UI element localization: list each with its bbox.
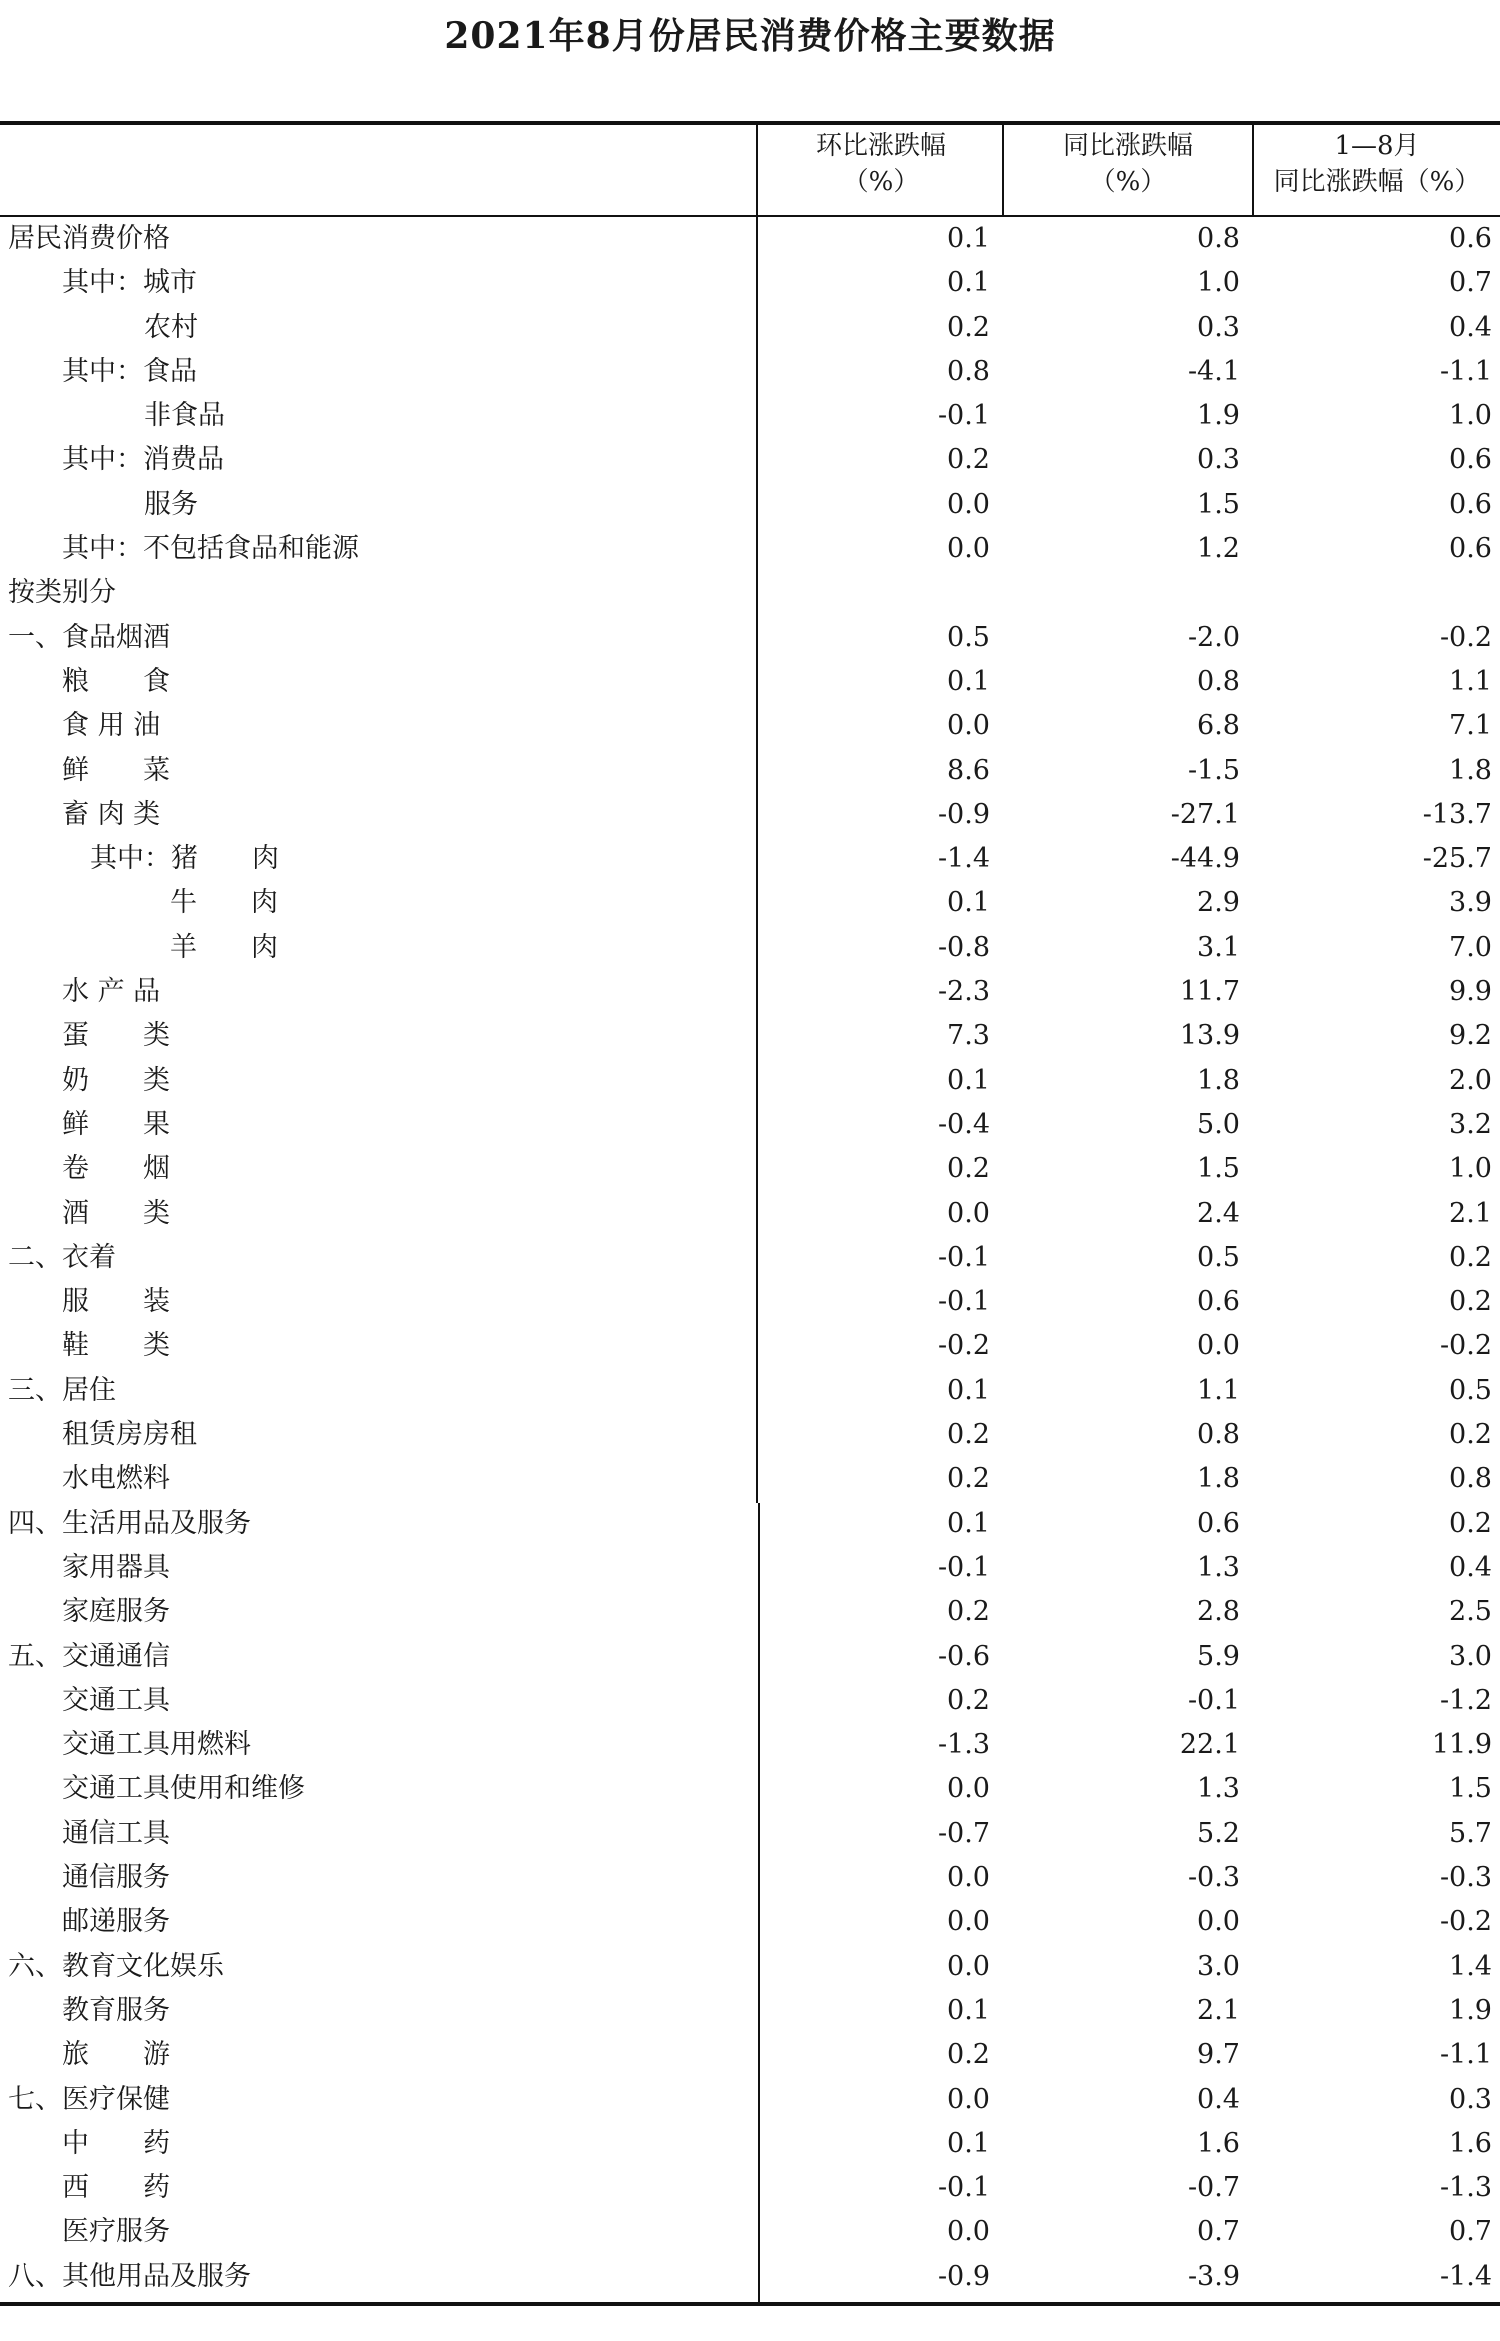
row-label: 西 药 [62, 2172, 170, 2203]
row-label: 旅 游 [62, 2039, 170, 2070]
value-yoy: 1.8 [1197, 1463, 1240, 1494]
row-label: 教育服务 [62, 1995, 170, 2026]
table-row [0, 2033, 1500, 2077]
table-row [0, 1945, 1500, 1989]
value-ytd: 0.6 [1449, 223, 1492, 254]
value-yoy: 3.1 [1197, 932, 1240, 963]
row-label: 牛 肉 [170, 887, 278, 918]
row-label: 蛋 类 [62, 1020, 170, 1051]
value-yoy: -3.9 [1187, 2261, 1240, 2292]
row-label: 按类别分 [8, 577, 116, 608]
value-mom: 0.0 [947, 2084, 990, 2115]
table-row [0, 1502, 1500, 1546]
table-row [0, 881, 1500, 925]
row-label: 五、交通通信 [8, 1641, 170, 1672]
table-row [0, 438, 1500, 482]
table-row [0, 1413, 1500, 1457]
value-yoy: 0.3 [1197, 444, 1240, 475]
value-ytd: 3.9 [1449, 887, 1492, 918]
table-row [0, 306, 1500, 350]
value-yoy: 2.1 [1197, 1995, 1240, 2026]
value-mom: -1.3 [937, 1729, 990, 1760]
value-ytd: 2.1 [1449, 1198, 1492, 1229]
value-mom: 0.1 [947, 2128, 990, 2159]
value-yoy: -4.1 [1187, 356, 1240, 387]
row-label: 通信服务 [62, 1862, 170, 1893]
value-ytd: 0.4 [1449, 1552, 1492, 1583]
value-yoy: 5.9 [1197, 1641, 1240, 1672]
value-ytd: -13.7 [1422, 799, 1492, 830]
table-row [0, 1546, 1500, 1590]
header-yoy-label: 同比涨跌幅 [1062, 131, 1193, 161]
row-label: 邮递服务 [62, 1906, 170, 1937]
row-label: 食 用 油 [62, 710, 161, 741]
row-label: 粮 食 [62, 666, 170, 697]
table-row [0, 2166, 1500, 2210]
row-label: 其中：猪 肉 [90, 843, 279, 874]
table-row [0, 1679, 1500, 1723]
table-row [0, 660, 1500, 704]
row-label: 水电燃料 [62, 1463, 170, 1494]
value-yoy: 0.6 [1197, 1286, 1240, 1317]
table-row [0, 1014, 1500, 1058]
value-ytd: 9.9 [1449, 976, 1492, 1007]
value-mom: -1.4 [937, 843, 990, 874]
table-row [0, 571, 1500, 615]
value-mom: 0.8 [947, 356, 990, 387]
value-yoy: 0.7 [1197, 2216, 1240, 2247]
value-yoy: 2.9 [1197, 887, 1240, 918]
value-mom: 0.2 [947, 2039, 990, 2070]
row-label: 医疗服务 [62, 2216, 170, 2247]
value-mom: 0.1 [947, 1995, 990, 2026]
value-mom: 0.0 [947, 1951, 990, 1982]
row-label: 水 产 品 [62, 976, 161, 1007]
table-row [0, 527, 1500, 571]
value-ytd: 0.2 [1449, 1419, 1492, 1450]
table-row [0, 1590, 1500, 1634]
value-mom: 8.6 [947, 755, 990, 786]
row-label: 四、生活用品及服务 [8, 1508, 251, 1539]
value-yoy: 13.9 [1179, 1020, 1240, 1051]
row-label: 居民消费价格 [8, 223, 170, 254]
value-mom: -0.2 [937, 1330, 990, 1361]
value-mom: 0.0 [947, 2216, 990, 2247]
value-yoy: 9.7 [1197, 2039, 1240, 2070]
row-label: 其中：不包括食品和能源 [62, 533, 359, 564]
value-ytd: 1.6 [1449, 2128, 1492, 2159]
row-label: 其中：城市 [62, 267, 197, 298]
table-row [0, 2210, 1500, 2254]
table-row [0, 970, 1500, 1014]
value-ytd: 3.2 [1449, 1109, 1492, 1140]
table-row [0, 704, 1500, 748]
table-row [0, 1767, 1500, 1811]
value-ytd: 0.4 [1449, 312, 1492, 343]
value-mom: 0.2 [947, 1463, 990, 1494]
value-ytd: 1.8 [1449, 755, 1492, 786]
value-mom: -0.7 [937, 1818, 990, 1849]
row-label: 六、教育文化娱乐 [8, 1951, 224, 1982]
header-yoy-unit: （%） [1089, 167, 1167, 197]
table-row [0, 1059, 1500, 1103]
row-label: 服务 [144, 489, 198, 520]
value-mom: 0.1 [947, 666, 990, 697]
row-label: 家庭服务 [62, 1596, 170, 1627]
value-mom: 0.1 [947, 1375, 990, 1406]
value-ytd: 3.0 [1449, 1641, 1492, 1672]
value-ytd: 1.1 [1449, 666, 1492, 697]
row-label: 酒 类 [62, 1198, 170, 1229]
header-ytd-label: 同比涨跌幅（%） [1273, 167, 1481, 197]
value-ytd: 1.0 [1449, 1153, 1492, 1184]
row-label: 其中：消费品 [62, 444, 224, 475]
value-yoy: 0.4 [1197, 2084, 1240, 2115]
value-yoy: 1.9 [1197, 400, 1240, 431]
value-mom: 0.2 [947, 1685, 990, 1716]
value-ytd: -1.1 [1439, 356, 1492, 387]
value-yoy: -0.3 [1187, 1862, 1240, 1893]
value-mom: -0.1 [937, 2172, 990, 2203]
value-yoy: -27.1 [1170, 799, 1240, 830]
value-yoy: 0.5 [1197, 1242, 1240, 1273]
value-ytd: 1.9 [1449, 1995, 1492, 2026]
value-ytd: -0.2 [1439, 622, 1492, 653]
value-ytd: 0.6 [1449, 533, 1492, 564]
value-mom: -0.1 [937, 1242, 990, 1273]
value-ytd: 0.2 [1449, 1242, 1492, 1273]
row-label: 通信工具 [62, 1818, 170, 1849]
value-ytd: 0.8 [1449, 1463, 1492, 1494]
value-yoy: 3.0 [1197, 1951, 1240, 1982]
header-mom-unit: （%） [842, 167, 920, 197]
table-row [0, 837, 1500, 881]
value-ytd: 0.5 [1449, 1375, 1492, 1406]
value-ytd: 1.0 [1449, 400, 1492, 431]
value-yoy: 1.1 [1197, 1375, 1240, 1406]
value-yoy: 1.6 [1197, 2128, 1240, 2159]
row-label: 一、食品烟酒 [8, 622, 170, 653]
value-mom: -0.9 [937, 799, 990, 830]
table-row [0, 217, 1500, 261]
value-ytd: -25.7 [1422, 843, 1492, 874]
table-row [0, 749, 1500, 793]
table-row [0, 1457, 1500, 1501]
row-label: 鞋 类 [62, 1330, 170, 1361]
value-mom: -0.6 [937, 1641, 990, 1672]
table-bottom-rule [0, 2302, 1500, 2306]
value-yoy: 5.0 [1197, 1109, 1240, 1140]
value-ytd: 11.9 [1431, 1729, 1492, 1760]
value-mom: 0.5 [947, 622, 990, 653]
value-yoy: 1.5 [1197, 489, 1240, 520]
row-label: 农村 [144, 312, 198, 343]
row-label: 服 装 [62, 1286, 170, 1317]
value-yoy: 1.3 [1197, 1552, 1240, 1583]
value-mom: -0.1 [937, 1552, 990, 1583]
table-row [0, 2078, 1500, 2122]
value-yoy: 11.7 [1179, 976, 1240, 1007]
value-yoy: 0.0 [1197, 1906, 1240, 1937]
value-ytd: -0.2 [1439, 1330, 1492, 1361]
value-ytd: 0.2 [1449, 1508, 1492, 1539]
table-row [0, 350, 1500, 394]
value-ytd: -1.3 [1439, 2172, 1492, 2203]
value-ytd: -1.4 [1439, 2261, 1492, 2292]
value-ytd: 2.5 [1449, 1596, 1492, 1627]
value-yoy: 0.0 [1197, 1330, 1240, 1361]
value-yoy: 5.2 [1197, 1818, 1240, 1849]
value-mom: 0.2 [947, 444, 990, 475]
value-mom: -0.9 [937, 2261, 990, 2292]
value-mom: -0.8 [937, 932, 990, 963]
value-ytd: -1.1 [1439, 2039, 1492, 2070]
header-ytd-period: 1—8月 [1334, 131, 1420, 161]
row-label: 三、居住 [8, 1375, 116, 1406]
table-row [0, 1635, 1500, 1679]
value-mom: -2.3 [937, 976, 990, 1007]
table-row [0, 1856, 1500, 1900]
row-label: 卷 烟 [62, 1153, 170, 1184]
value-yoy: 0.8 [1197, 1419, 1240, 1450]
value-yoy: 1.8 [1197, 1065, 1240, 1096]
row-label: 鲜 菜 [62, 755, 170, 786]
table-row [0, 1324, 1500, 1368]
row-label: 交通工具 [62, 1685, 170, 1716]
value-mom: 7.3 [947, 1020, 990, 1051]
value-ytd: 0.7 [1449, 267, 1492, 298]
row-label: 二、衣着 [8, 1242, 116, 1273]
value-yoy: -2.0 [1187, 622, 1240, 653]
value-ytd: -0.2 [1439, 1906, 1492, 1937]
value-yoy: -0.7 [1187, 2172, 1240, 2203]
table-row [0, 2255, 1500, 2299]
value-yoy: 0.3 [1197, 312, 1240, 343]
table-row [0, 261, 1500, 305]
value-ytd: -0.3 [1439, 1862, 1492, 1893]
table-row [0, 1103, 1500, 1147]
value-ytd: 5.7 [1449, 1818, 1492, 1849]
table-row [0, 394, 1500, 438]
value-mom: -0.1 [937, 400, 990, 431]
table-row [0, 1369, 1500, 1413]
value-mom: 0.1 [947, 223, 990, 254]
row-label: 其中：食品 [62, 356, 197, 387]
value-mom: 0.0 [947, 533, 990, 564]
value-mom: 0.1 [947, 887, 990, 918]
row-label: 奶 类 [62, 1065, 170, 1096]
value-ytd: 0.7 [1449, 2216, 1492, 2247]
table-row [0, 1989, 1500, 2033]
row-label: 鲜 果 [62, 1109, 170, 1140]
header-mom [760, 128, 1002, 212]
value-mom: -0.4 [937, 1109, 990, 1140]
page-title: 2021年8月份居民消费价格主要数据 [444, 15, 1056, 57]
table-row [0, 1812, 1500, 1856]
value-mom: 0.2 [947, 1596, 990, 1627]
value-mom: 0.0 [947, 489, 990, 520]
table-row [0, 1236, 1500, 1280]
row-label: 七、医疗保健 [8, 2084, 170, 2115]
header-ytd [1254, 128, 1500, 212]
value-ytd: 1.5 [1449, 1773, 1492, 1804]
value-yoy: 1.3 [1197, 1773, 1240, 1804]
value-ytd: 0.3 [1449, 2084, 1492, 2115]
value-yoy: 0.8 [1197, 666, 1240, 697]
value-ytd: 2.0 [1449, 1065, 1492, 1096]
header-yoy [1004, 128, 1252, 212]
value-yoy: -44.9 [1170, 843, 1240, 874]
row-label: 中 药 [62, 2128, 170, 2159]
row-label: 租赁房房租 [62, 1419, 197, 1450]
row-label: 畜 肉 类 [62, 799, 161, 830]
value-yoy: 6.8 [1197, 710, 1240, 741]
value-yoy: -0.1 [1187, 1685, 1240, 1716]
row-label: 八、其他用品及服务 [8, 2261, 251, 2292]
value-ytd: 7.1 [1449, 710, 1492, 741]
value-yoy: 2.4 [1197, 1198, 1240, 1229]
table-top-rule [0, 121, 1500, 125]
row-label: 非食品 [144, 400, 225, 431]
value-mom: 0.2 [947, 1153, 990, 1184]
value-mom: 0.2 [947, 1419, 990, 1450]
value-yoy: 1.5 [1197, 1153, 1240, 1184]
value-mom: 0.0 [947, 1198, 990, 1229]
value-mom: 0.0 [947, 1906, 990, 1937]
value-mom: 0.2 [947, 312, 990, 343]
value-mom: -0.1 [937, 1286, 990, 1317]
table-row [0, 1900, 1500, 1944]
value-yoy: 2.8 [1197, 1596, 1240, 1627]
value-mom: 0.1 [947, 267, 990, 298]
header-mom-label: 环比涨跌幅 [815, 131, 946, 161]
value-ytd: 0.6 [1449, 489, 1492, 520]
row-label: 羊 肉 [170, 932, 278, 963]
value-mom: 0.0 [947, 1862, 990, 1893]
value-yoy: 1.2 [1197, 533, 1240, 564]
value-mom: 0.0 [947, 710, 990, 741]
value-mom: 0.1 [947, 1508, 990, 1539]
value-mom: 0.0 [947, 1773, 990, 1804]
value-ytd: 0.2 [1449, 1286, 1492, 1317]
table-row [0, 483, 1500, 527]
table-row [0, 1192, 1500, 1236]
table-row [0, 793, 1500, 837]
table-row [0, 1147, 1500, 1191]
value-ytd: 0.6 [1449, 444, 1492, 475]
value-yoy: 22.1 [1179, 1729, 1240, 1760]
table-row [0, 2122, 1500, 2166]
value-ytd: -1.2 [1439, 1685, 1492, 1716]
row-label: 家用器具 [62, 1552, 170, 1583]
table-row [0, 1723, 1500, 1767]
row-label: 交通工具用燃料 [62, 1729, 251, 1760]
value-yoy: -1.5 [1187, 755, 1240, 786]
value-yoy: 0.6 [1197, 1508, 1240, 1539]
table-row [0, 1280, 1500, 1324]
value-mom: 0.1 [947, 1065, 990, 1096]
row-label: 交通工具使用和维修 [62, 1773, 305, 1804]
value-yoy: 1.0 [1197, 267, 1240, 298]
value-yoy: 0.8 [1197, 223, 1240, 254]
value-ytd: 9.2 [1449, 1020, 1492, 1051]
table-row [0, 926, 1500, 970]
value-ytd: 1.4 [1449, 1951, 1492, 1982]
value-ytd: 7.0 [1449, 932, 1492, 963]
table-row [0, 616, 1500, 660]
